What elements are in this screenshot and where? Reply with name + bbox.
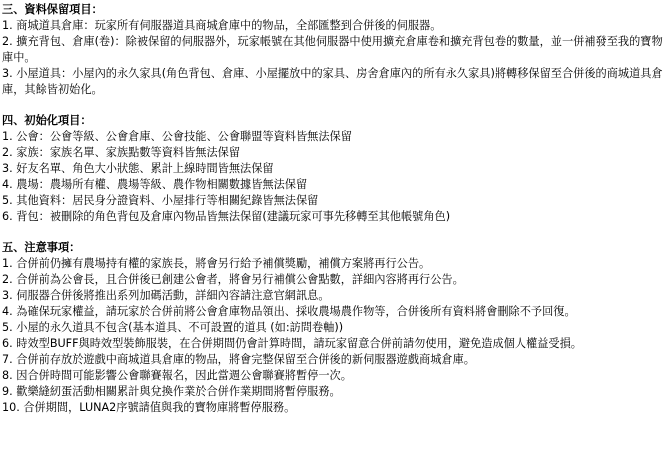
item-text: 小屋道具：小屋內的永久家具(角色背包、倉庫、小屋擺放中的家具、房舍倉庫內的所有永久家具)將轉移保留至合併後的商城道具倉庫，其餘皆初始化。 bbox=[2, 67, 663, 96]
list-item bbox=[2, 288, 667, 304]
list-item bbox=[2, 368, 667, 384]
item-number: 3. bbox=[2, 67, 13, 80]
list-item bbox=[2, 18, 667, 34]
section-title: 四、初始化項目： bbox=[2, 114, 92, 127]
list-item bbox=[2, 320, 667, 336]
item-text: 合併期間，LUNA2序號請值與我的寶物庫將暫停服務。 bbox=[23, 401, 296, 414]
list-item bbox=[2, 66, 667, 98]
item-number: 1. bbox=[2, 19, 13, 32]
section-gap bbox=[2, 225, 671, 239]
section-title: 三、資料保留項目： bbox=[2, 3, 103, 16]
list-item bbox=[2, 193, 667, 209]
list-item bbox=[2, 129, 667, 145]
item-text: 農場：農場所有權、農場等級、農作物相關數據皆無法保留 bbox=[16, 178, 308, 191]
list-item bbox=[2, 400, 667, 416]
list-item bbox=[2, 272, 667, 288]
list-item bbox=[2, 34, 667, 66]
item-text: 背包：被刪除的角色背包及倉庫內物品皆無法保留(建議玩家可事先移轉至其他帳號角色) bbox=[16, 210, 451, 223]
item-text: 歡樂縫紉蛋活動相關累計與兌換作業於合併作業期間將暫停服務。 bbox=[16, 385, 341, 398]
list-item bbox=[2, 256, 667, 272]
section-gap bbox=[2, 98, 671, 112]
item-text: 為確保玩家權益，請玩家於合併前將公會倉庫物品領出、採收農場農作物等，合併後所有資料將會刪除不予回復。 bbox=[16, 305, 576, 318]
item-number: 9. bbox=[2, 385, 13, 398]
item-text: 商城道具倉庫：玩家所有伺服器道具商城倉庫中的物品，全部匯整到合併後的伺服器。 bbox=[16, 19, 442, 32]
item-number: 1. bbox=[2, 130, 13, 143]
list-item bbox=[2, 161, 667, 177]
list-item bbox=[2, 384, 667, 400]
list-item bbox=[2, 209, 667, 225]
item-number: 2. bbox=[2, 146, 13, 159]
list-item bbox=[2, 145, 667, 161]
item-number: 8. bbox=[2, 369, 13, 382]
item-text: 合併前為公會長，且合併後已創建公會者，將會另行補償公會點數，詳細內容將再行公告。 bbox=[16, 273, 464, 286]
item-number: 7. bbox=[2, 353, 13, 366]
item-text: 因合併時間可能影響公會聯賽報名，因此當週公會聯賽將暫停一次。 bbox=[16, 369, 352, 382]
item-number: 6. bbox=[2, 210, 13, 223]
item-number: 5. bbox=[2, 321, 13, 334]
list-item bbox=[2, 177, 667, 193]
item-number: 4. bbox=[2, 178, 13, 191]
item-text: 伺服器合併後將推出系列加碼活動，詳細內容請注意官網訊息。 bbox=[16, 289, 330, 302]
item-number: 4. bbox=[2, 305, 13, 318]
item-text: 小屋的永久道具不包含(基本道具、不可設置的道具 (如:訪問卷軸)) bbox=[16, 321, 344, 334]
list-item bbox=[2, 304, 667, 320]
item-number: 6. bbox=[2, 337, 13, 350]
item-text: 擴充背包、倉庫(卷)：除被保留的伺服器外，玩家帳號在其他伺服器中使用擴充倉庫卷和擴充背包卷的數量，並一併補發至我的寶物庫中。 bbox=[2, 35, 663, 64]
list-item bbox=[2, 352, 667, 368]
list-item bbox=[2, 336, 667, 352]
section-title: 五、注意事項： bbox=[2, 241, 81, 254]
item-text: 公會：公會等級、公會倉庫、公會技能、公會聯盟等資料皆無法保留 bbox=[16, 130, 352, 143]
item-number: 3. bbox=[2, 289, 13, 302]
item-number: 2. bbox=[2, 35, 13, 48]
item-text: 時效型BUFF與時效型裝飾服裝，在合併期間仍會計算時間，請玩家留意合併前請勿使用，避免造成個人權益受損。 bbox=[16, 337, 582, 350]
item-text: 好友名單、角色大小狀態、累計上線時間皆無法保留 bbox=[16, 162, 274, 175]
item-number: 10. bbox=[2, 401, 20, 414]
item-number: 2. bbox=[2, 273, 13, 286]
item-number: 5. bbox=[2, 194, 13, 207]
item-text: 家族：家族名單、家族點數等資料皆無法保留 bbox=[16, 146, 241, 159]
item-text: 合併前仍擁有農場持有權的家族長，將會另行給予補償獎勵，補償方案將再行公告。 bbox=[16, 257, 431, 270]
item-text: 合併前存放於遊戲中商城道具倉庫的物品，將會完整保留至合併後的新伺服器遊戲商城倉庫。 bbox=[16, 353, 475, 366]
item-number: 3. bbox=[2, 162, 13, 175]
item-text: 其他資料：居民身分證資料、小屋排行等相關紀錄皆無法保留 bbox=[16, 194, 319, 207]
item-number: 1. bbox=[2, 257, 13, 270]
